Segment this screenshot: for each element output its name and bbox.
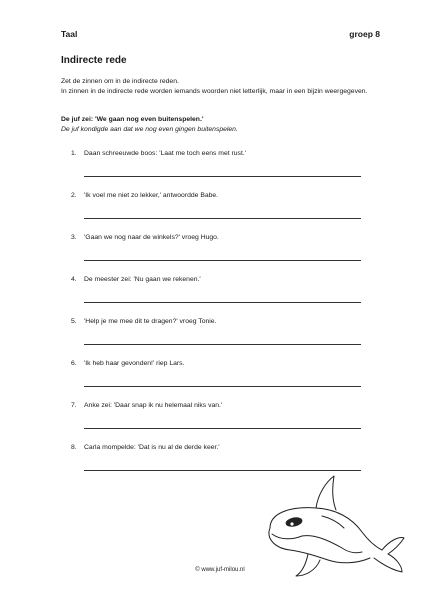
exercise-item <box>61 276 361 318</box>
exercise-sentence: Anke zei: 'Daar snap ik nu helemaal niks van.' <box>84 402 223 409</box>
exercise-sentence: De meester zei: 'Nu gaan we rekenen.' <box>84 276 201 283</box>
instruction-line-2: In zinnen in de indirecte rede worden iemands woorden niet letterlijk, maar in een bijzin weergegeven. <box>61 87 368 95</box>
subject-label: Taal <box>61 29 78 39</box>
exercise-item <box>61 150 361 192</box>
orca-illustration <box>256 470 406 580</box>
exercise-number: 1. <box>71 150 77 157</box>
grade-label: groep 8 <box>349 29 380 39</box>
exercise-number: 6. <box>71 360 77 367</box>
exercise-item <box>61 402 361 444</box>
exercise-item <box>61 234 361 276</box>
exercise-list <box>61 150 361 486</box>
exercise-number: 3. <box>71 234 77 241</box>
example-block <box>61 115 238 134</box>
exercise-sentence: Daan schreeuwde boos: 'Laat me toch eens met rust.' <box>84 150 247 157</box>
exercise-number: 8. <box>71 444 77 451</box>
answer-line[interactable] <box>84 176 361 177</box>
instruction-line-1: Zet de zinnen om in de indirecte reden. <box>61 78 179 85</box>
exercise-number: 5. <box>71 318 77 325</box>
worksheet-title: Indirecte rede <box>61 55 127 66</box>
exercise-sentence: 'Gaan we nog naar de winkels?' vroeg Hugo. <box>84 234 219 241</box>
exercise-number: 2. <box>71 192 77 199</box>
answer-line[interactable] <box>84 428 361 429</box>
exercise-sentence: Carla mompelde: 'Dat is nu al de derde keer.' <box>84 444 220 451</box>
answer-line[interactable] <box>84 386 361 387</box>
example-answer: De juf kondigde aan dat we nog even gingen buitenspelen. <box>61 125 238 133</box>
answer-line[interactable] <box>84 302 361 303</box>
exercise-item <box>61 360 361 402</box>
worksheet-header <box>61 29 380 43</box>
answer-line[interactable] <box>84 260 361 261</box>
exercise-sentence: 'Ik voel me niet zo lekker,' antwoordde Babe. <box>84 192 219 199</box>
exercise-number: 4. <box>71 276 77 283</box>
footer-credit: © www.juf-milou.nl <box>195 567 245 573</box>
answer-line[interactable] <box>84 344 361 345</box>
exercise-item <box>61 192 361 234</box>
exercise-sentence: 'Help je me mee dit te dragen?' vroeg Tonie. <box>84 318 217 325</box>
exercise-sentence: 'Ik heb haar gevonden!' riep Lars. <box>84 360 185 367</box>
instructions <box>61 77 381 96</box>
exercise-item <box>61 318 361 360</box>
exercise-number: 7. <box>71 402 77 409</box>
example-quote: De juf zei: 'We gaan nog even buitenspelen.' <box>61 116 204 123</box>
answer-line[interactable] <box>84 218 361 219</box>
